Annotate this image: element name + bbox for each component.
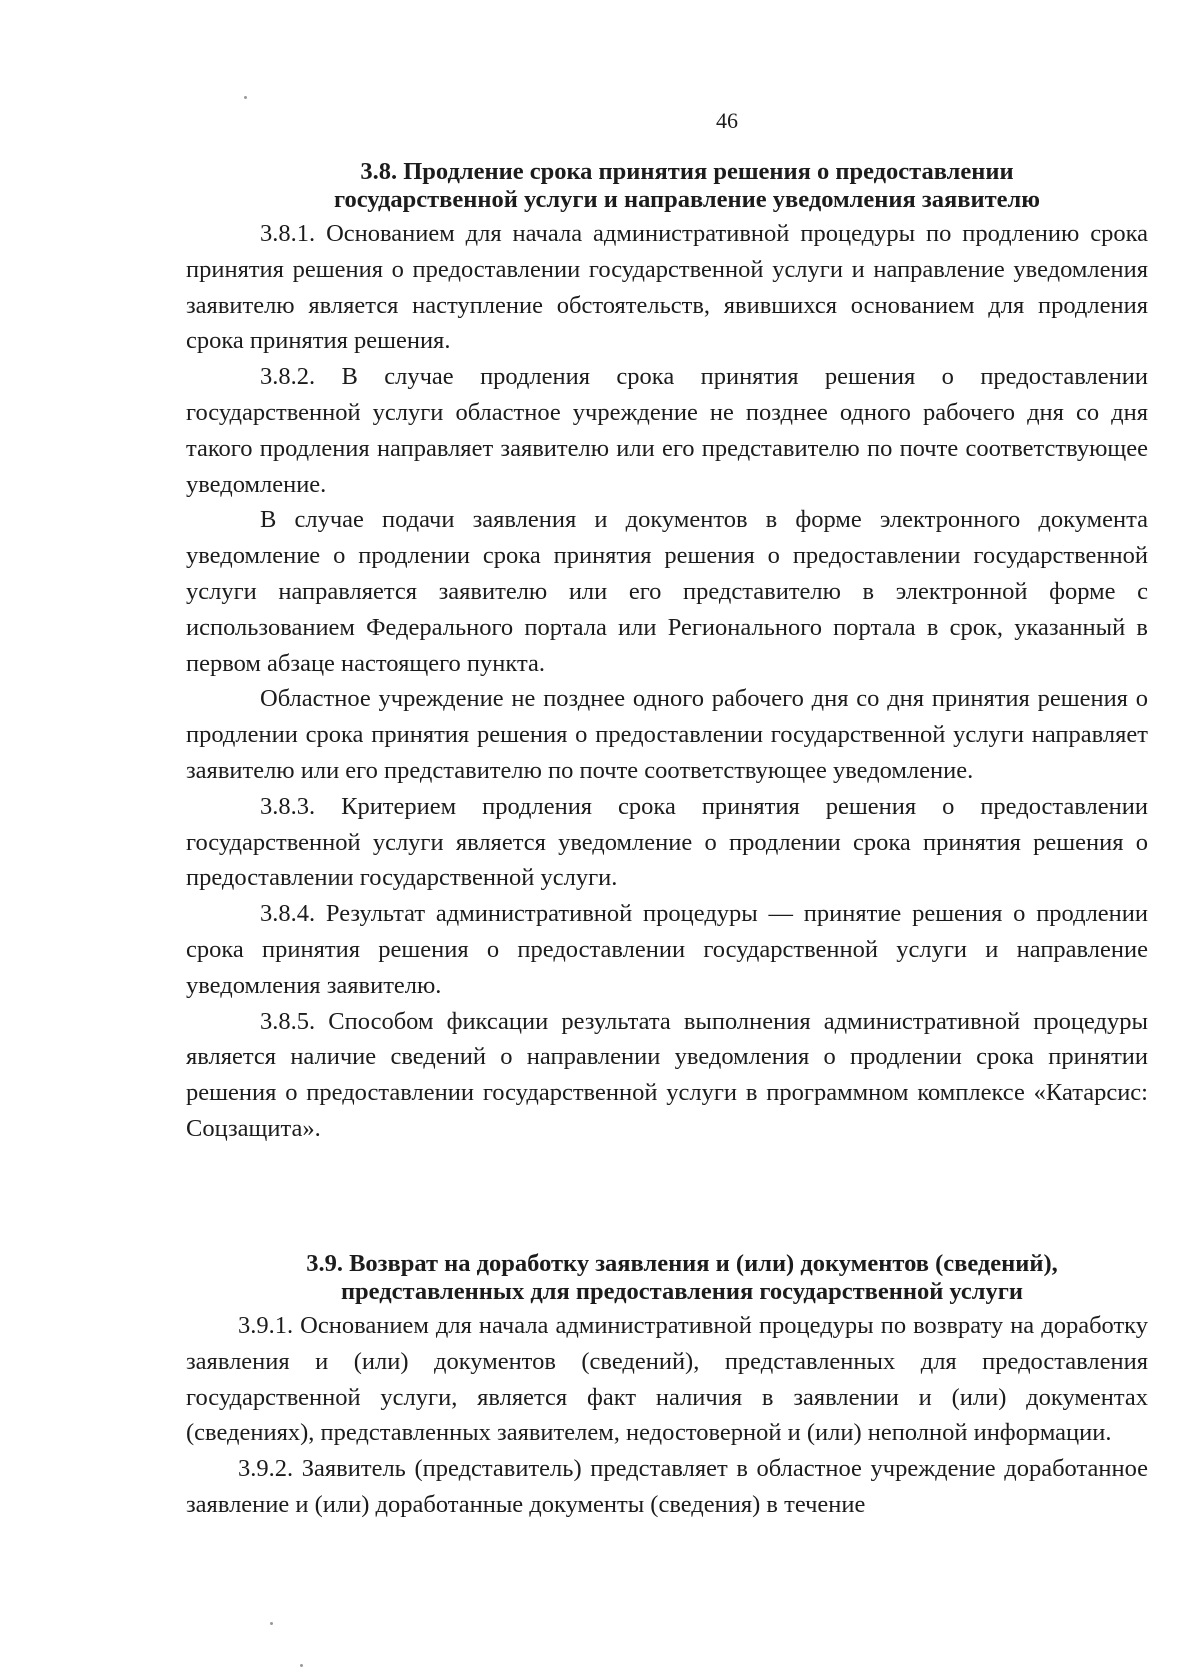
paragraph-3-8-3: 3.8.3. Критерием продления срока принятия решения о предоставлении государственной услуги является уведомление о продлении срока принятия решения о предоставлении государственной услуги. (186, 792, 1148, 892)
paragraph-electronic-notice: В случае подачи заявления и документов в форме электронного документа уведомление о продлении срока принятия решения о предоставлении государственной услуги направляется заявителю или его представителю в электронной форме с использованием Федерального портала или Регионального портала в срок, указанный в первом абзаце настоящего пункта. (186, 506, 1148, 677)
heading-line: 3.8. Продление срока принятия решения о предоставлении (360, 158, 1014, 185)
paragraph-3-8-1: 3.8.1. Основанием для начала административной процедуры по продлению срока принятия решения о предоставлении государственной услуги и направление уведомления заявителю является наступление обстоятельств, явившихся основанием для продления срока принятия решения. (186, 220, 1148, 355)
scan-speck (244, 96, 247, 99)
section-heading (186, 158, 1148, 214)
paragraph-3-8-2: 3.8.2. В случае продления срока принятия решения о предоставлении государственной услуги областное учреждение не позднее одного рабочего дня со дня такого продления направляет заявителю или его представителю по почте соответствующее уведомление. (186, 363, 1148, 498)
paragraph-postal-notice: Областное учреждение не позднее одного рабочего дня со дня принятия решения о продлении срока принятия решения о предоставлении государственной услуги направляет заявителю или его представителю по почте соответствующее уведомление. (186, 685, 1148, 784)
paragraph-3-9-2: 3.9.2. Заявитель (представитель) представляет в областное учреждение доработанное заявление и (или) доработанные документы (сведения) в течение (186, 1455, 1148, 1518)
paragraph-3-8-5: 3.8.5. Способом фиксации результата выполнения административной процедуры является наличие сведений о направлении уведомления о продлении срока принятии решения о предоставлении государственной услуги в программном комплексе «Катарсис: Соцзащита». (186, 1007, 1148, 1142)
heading-line: государственной услуги и направление уведомления заявителю (333, 186, 1040, 213)
document-page (186, 0, 1148, 1680)
paragraph-3-8-4: 3.8.4. Результат административной процедуры — принятие решения о продлении срока принятия решения о предоставлении государственной услуги и направление уведомления заявителю. (186, 900, 1148, 999)
paragraph-3-9-1: 3.9.1. Основанием для начала административной процедуры по возврату на доработку заявления и (или) документов (сведений), представленных для предоставления государственной услуги, является факт наличия в заявлении и (или) документах (сведениях), представленных заявителем, недостоверной и (или) неполной информации. (186, 1312, 1148, 1447)
heading-line: 3.9. Возврат на доработку заявления и (или) документов (сведений), (306, 1250, 1058, 1277)
section-heading (186, 1250, 1148, 1306)
scan-speck (300, 1664, 303, 1667)
section-3-8 (186, 158, 1148, 1147)
scan-speck (270, 1622, 273, 1625)
section-3-9 (186, 1250, 1148, 1523)
page-number: 46 (716, 108, 738, 133)
heading-line: представленных для предоставления государственной услуги (340, 1278, 1024, 1305)
